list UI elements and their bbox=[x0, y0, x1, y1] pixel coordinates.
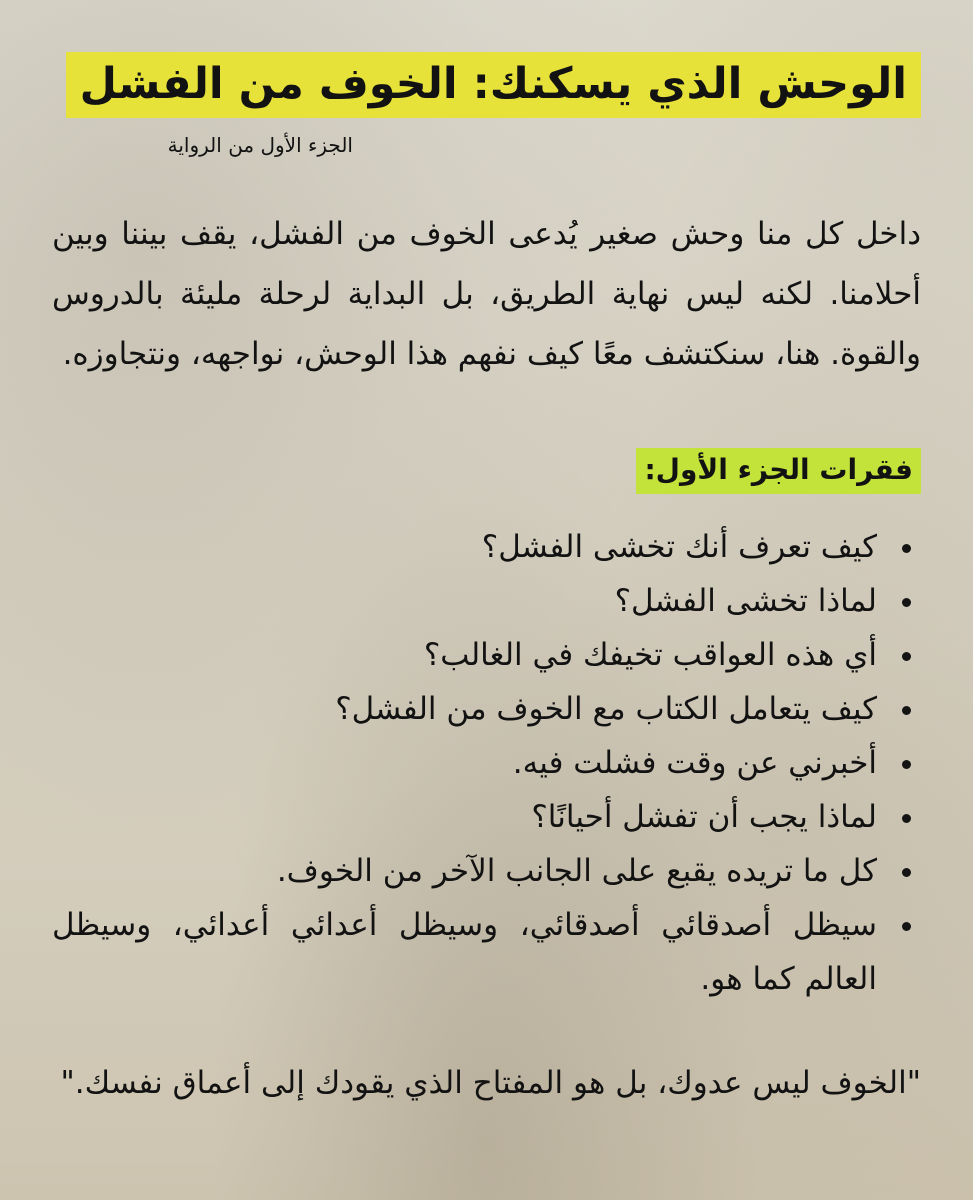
list-item: سيظل أصدقائي أصدقائي، وسيظل أعدائي أعدائي، وسيظل العالم كما هو. bbox=[52, 898, 921, 1006]
page-title: الوحش الذي يسكنك: الخوف من الفشل bbox=[66, 52, 921, 118]
closing-quote: "الخوف ليس عدوك، بل هو المفتاح الذي يقودك إلى أعماق نفسك." bbox=[60, 1065, 921, 1101]
list-item: أي هذه العواقب تخيفك في الغالب؟ bbox=[52, 628, 921, 682]
list-item: كل ما تريده يقبع على الجانب الآخر من الخوف. bbox=[52, 844, 921, 898]
section-heading: فقرات الجزء الأول: bbox=[636, 448, 921, 494]
list-item: لماذا تخشى الفشل؟ bbox=[52, 574, 921, 628]
section-heading-container bbox=[636, 448, 921, 494]
intro-paragraph: داخل كل منا وحش صغير يُدعى الخوف من الفشل، يقف بيننا وبين أحلامنا. لكنه ليس نهاية الطريق، بل البداية لرحلة مليئة بالدروس والقوة. هنا، سنكتشف معًا كيف نفهم هذا الوحش، نواجهه، ونتجاوزه. bbox=[52, 216, 921, 372]
questions-list bbox=[52, 520, 921, 1006]
page-subtitle: الجزء الأول من الرواية bbox=[167, 133, 353, 157]
title-container bbox=[52, 52, 921, 118]
list-item: كيف تعرف أنك تخشى الفشل؟ bbox=[52, 520, 921, 574]
list-item: أخبرني عن وقت فشلت فيه. bbox=[52, 736, 921, 790]
list-item: كيف يتعامل الكتاب مع الخوف من الفشل؟ bbox=[52, 682, 921, 736]
list-item: لماذا يجب أن تفشل أحيانًا؟ bbox=[52, 790, 921, 844]
